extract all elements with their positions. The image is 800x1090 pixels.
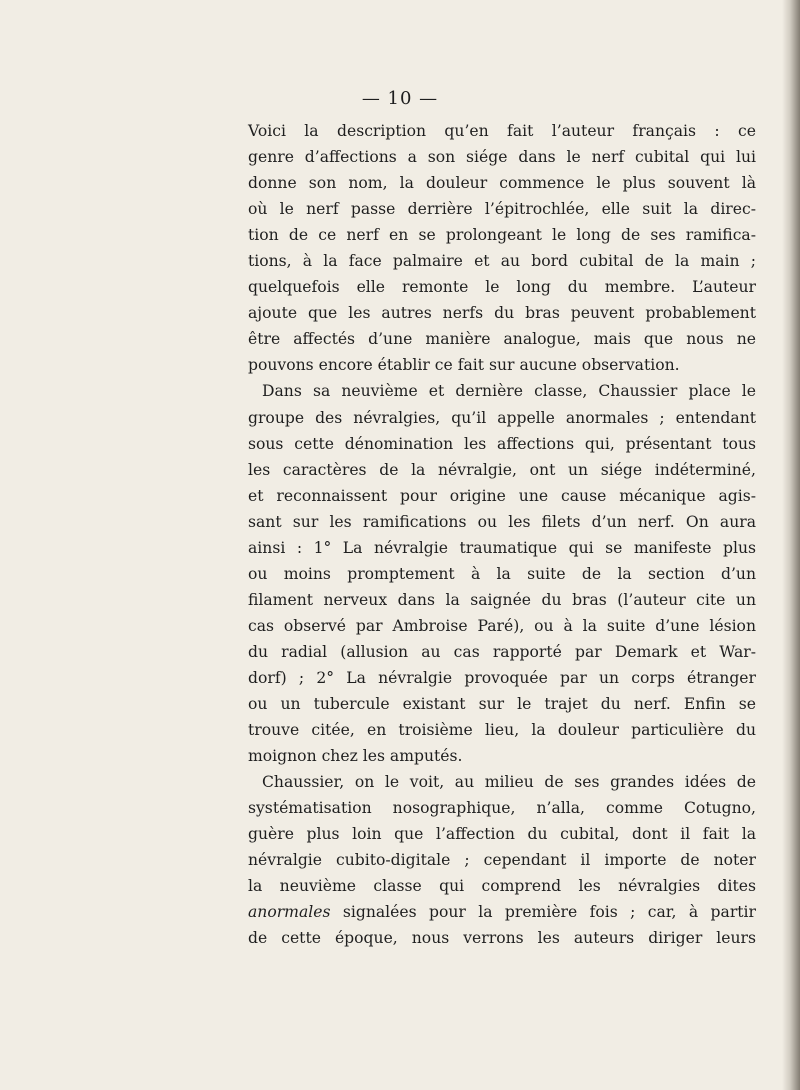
- text-line: donne son nom, la douleur commence le plus souvent là: [248, 174, 756, 193]
- page-number: — 10 —: [361, 88, 439, 109]
- text-line: sant sur les ramifications ou les filets d’un nerf. On aura: [248, 512, 756, 531]
- italic-term: anormales: [248, 903, 331, 922]
- text-line: systématisation nosographique, n’alla, comme Cotugno,: [248, 799, 756, 818]
- text-line: et reconnaissent pour origine une cause mécanique agis-: [248, 486, 756, 505]
- text-line: genre d’affections a son siége dans le nerf cubital qui lui: [248, 148, 756, 167]
- text-line: la neuvième classe qui comprend les névralgies dites: [248, 877, 756, 896]
- text-line: les caractères de la névralgie, ont un siége indéterminé,: [248, 460, 756, 479]
- page-edge-shadow: [782, 0, 800, 1090]
- text-line: dorf) ; 2° La névralgie provoquée par un corps étranger: [248, 668, 756, 687]
- text-line: [248, 899, 756, 925]
- text-line: tion de ce nerf en se prolongeant le long de ses ramifica-: [248, 226, 756, 245]
- text-line: moignon chez les amputés.: [248, 747, 463, 766]
- text-line: Chaussier, on le voit, au milieu de ses grandes idées de: [262, 773, 756, 792]
- text-line: tions, à la face palmaire et au bord cubital de la main ;: [248, 252, 756, 271]
- text-line: être affectés d’une manière analogue, mais que nous ne: [248, 330, 756, 349]
- text-line: Dans sa neuvième et dernière classe, Chaussier place le: [262, 382, 756, 401]
- text-line: névralgie cubito-digitale ; cependant il importe de noter: [248, 851, 756, 870]
- text-line: cas observé par Ambroise Paré), ou à la suite d’une lésion: [248, 616, 756, 635]
- text-line-rest: signalées pour la première fois ; car, à partir: [330, 903, 756, 922]
- text-line: guère plus loin que l’affection du cubital, dont il fait la: [248, 825, 756, 844]
- text-line: groupe des névralgies, qu’il appelle anormales ; entendant: [248, 408, 756, 427]
- text-line: ainsi : 1° La névralgie traumatique qui se manifeste plus: [248, 538, 756, 557]
- text-line: filament nerveux dans la saignée du bras (l’auteur cite un: [248, 590, 756, 609]
- text-line: ajoute que les autres nerfs du bras peuvent probablement: [248, 304, 756, 323]
- text-line: Voici la description qu’en fait l’auteur français : ce: [248, 122, 756, 140]
- text-line: de cette époque, nous verrons les auteurs diriger leurs: [248, 929, 756, 948]
- text-line: sous cette dénomination les affections qui, présentant tous: [248, 434, 756, 453]
- text-line: pouvons encore établir ce fait sur aucune observation.: [248, 356, 680, 375]
- text-line: où le nerf passe derrière l’épitrochlée, elle suit la direc-: [248, 200, 756, 219]
- text-line: du radial (allusion au cas rapporté par Demark et War-: [248, 642, 756, 661]
- text-line: ou un tubercule existant sur le trajet du nerf. Enfin se: [248, 695, 756, 714]
- text-line: quelquefois elle remonte le long du membre. L’auteur: [248, 278, 756, 297]
- body-text: [248, 118, 756, 952]
- text-line: ou moins promptement à la suite de la section d’un: [248, 564, 756, 583]
- text-line: trouve citée, en troisième lieu, la douleur particulière du: [248, 721, 756, 740]
